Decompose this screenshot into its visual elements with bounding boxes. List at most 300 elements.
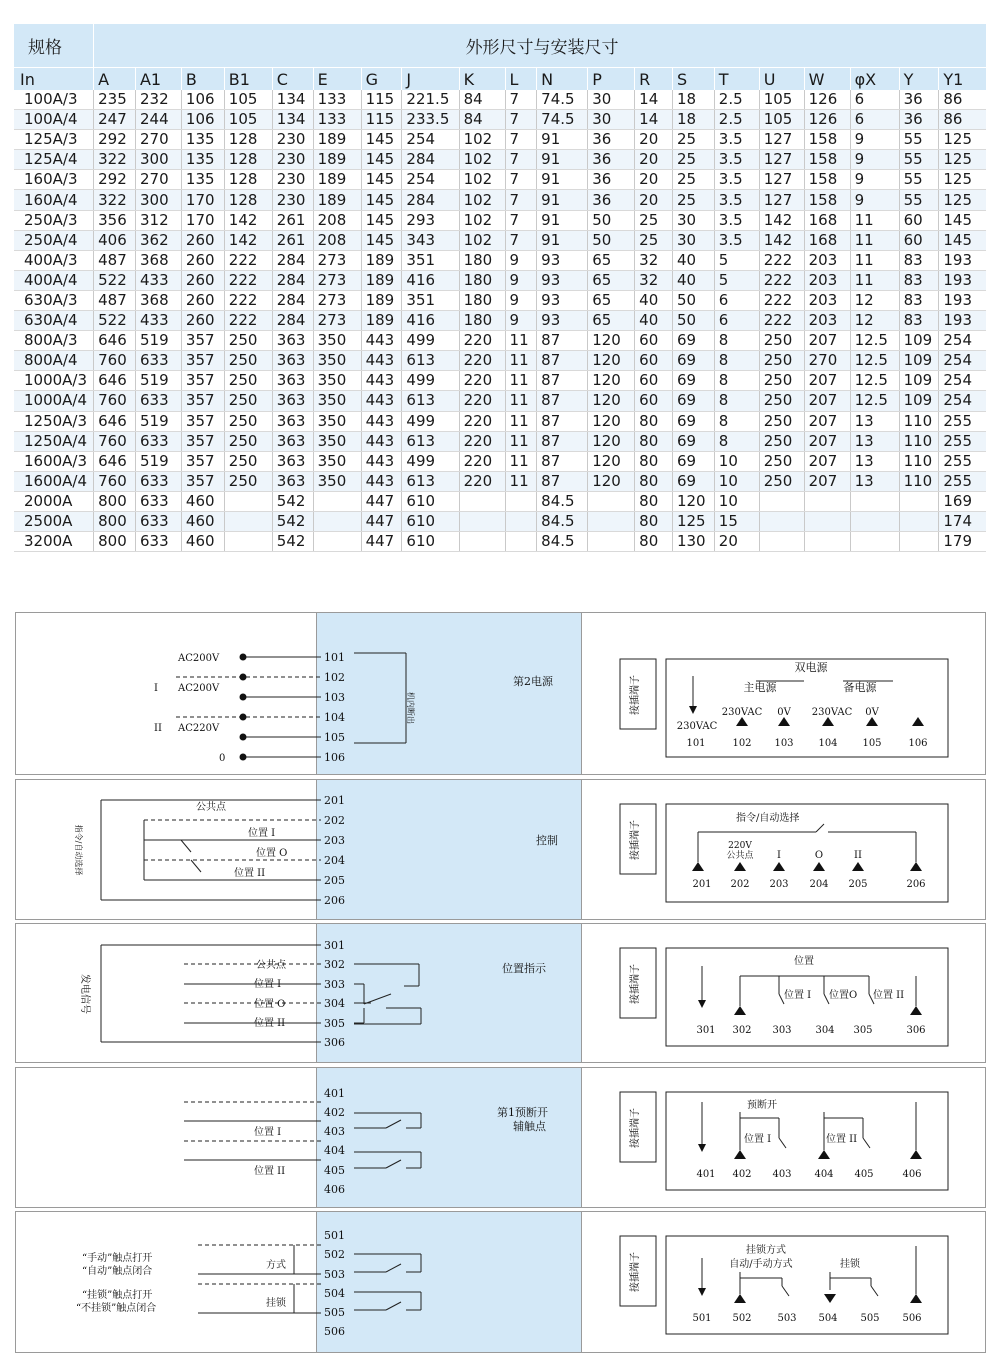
table-cell: 74.5 — [537, 90, 588, 110]
label-ac220v: AC220V — [178, 723, 220, 734]
table-cell: 126 — [804, 110, 850, 130]
column-header: L — [505, 68, 537, 91]
table-cell: 646 — [94, 411, 136, 431]
table-cell: 1250A/3 — [14, 411, 94, 431]
table-cell: 105 — [759, 110, 804, 130]
table-cell: 247 — [94, 110, 136, 130]
table-cell: 91 — [537, 130, 588, 150]
table-cell: 7 — [505, 130, 537, 150]
func-position: 位置指示 — [502, 962, 546, 975]
term-203: 203 — [769, 879, 789, 890]
table-cell: 6 — [850, 90, 899, 110]
table-cell: 55 — [899, 190, 939, 210]
table-cell: 207 — [804, 431, 850, 451]
pin-301: 301 — [324, 939, 345, 952]
table-cell: 32 — [635, 250, 673, 270]
pin-101: 101 — [324, 651, 345, 664]
table-cell: 91 — [537, 150, 588, 170]
table-cell: 13 — [850, 451, 899, 471]
table-cell: 343 — [402, 230, 459, 250]
table-cell: 613 — [402, 351, 459, 371]
table-cell: 284 — [272, 290, 313, 310]
table-cell: 273 — [313, 250, 361, 270]
table-cell: 433 — [135, 270, 181, 290]
table-cell: 250 — [759, 411, 804, 431]
table-cell: 207 — [804, 471, 850, 491]
table-cell: 91 — [537, 170, 588, 190]
func-pre-break-1: 第1预断开 — [497, 1106, 548, 1119]
table-cell: 357 — [181, 451, 224, 471]
table-cell: 322 — [94, 150, 136, 170]
pin-503: 503 — [324, 1268, 345, 1281]
column-header: U — [759, 68, 804, 91]
table-cell: 109 — [899, 331, 939, 351]
table-cell: 142 — [224, 210, 272, 230]
table-cell: 363 — [272, 411, 313, 431]
r-pos-ii-3: 位置 II — [873, 990, 905, 1001]
table-cell: 357 — [181, 331, 224, 351]
table-cell: 18 — [672, 90, 714, 110]
pos-i-4: 位置 I — [254, 1127, 282, 1138]
pos-o-3: 位置 O — [254, 999, 286, 1010]
table-cell: 127 — [759, 130, 804, 150]
table-cell: 8 — [714, 351, 759, 371]
r-pos-ii: II — [854, 850, 862, 861]
table-cell: 646 — [94, 451, 136, 471]
table-cell: 11 — [505, 411, 537, 431]
table-cell: 499 — [402, 411, 459, 431]
term-403: 403 — [772, 1169, 792, 1180]
term-102: 102 — [732, 738, 752, 749]
table-cell: 633 — [135, 471, 181, 491]
term-306: 306 — [906, 1025, 926, 1036]
table-cell: 487 — [94, 250, 136, 270]
table-cell: 254 — [402, 130, 459, 150]
table-cell: 406 — [94, 230, 136, 250]
table-cell: 416 — [402, 311, 459, 331]
v220: 220V — [728, 841, 752, 851]
table-cell: 220 — [459, 371, 505, 391]
table-cell: 36 — [899, 90, 939, 110]
table-cell: 250 — [759, 391, 804, 411]
table-cell: 250 — [224, 331, 272, 351]
position-title: 位置 — [794, 956, 814, 967]
pos-i-3: 位置 I — [254, 979, 282, 990]
table-cell: 3.5 — [714, 210, 759, 230]
table-cell: 255 — [939, 451, 986, 471]
table-cell: 250A/3 — [14, 210, 94, 230]
table-cell: 125A/3 — [14, 130, 94, 150]
table-cell: 158 — [804, 150, 850, 170]
term-303: 303 — [772, 1025, 792, 1036]
table-cell: 87 — [537, 451, 588, 471]
table-cell: 102 — [459, 210, 505, 230]
column-header: R — [635, 68, 673, 91]
table-cell: 284 — [272, 311, 313, 331]
table-row — [14, 130, 986, 150]
table-cell: 133 — [313, 110, 361, 130]
table-cell: 128 — [224, 190, 272, 210]
table-cell: 7 — [505, 190, 537, 210]
table-cell: 443 — [361, 451, 402, 471]
table-cell: 158 — [804, 130, 850, 150]
table-cell: 69 — [672, 431, 714, 451]
table-cell: 69 — [672, 451, 714, 471]
table-row — [14, 170, 986, 190]
table-cell: 12.5 — [850, 351, 899, 371]
table-cell: 633 — [135, 511, 181, 531]
pin-502: 502 — [324, 1248, 345, 1261]
table-cell: 86 — [939, 110, 986, 130]
table-cell: 25 — [672, 130, 714, 150]
table-cell — [313, 511, 361, 531]
term-406: 406 — [902, 1169, 922, 1180]
table-cell: 25 — [635, 210, 673, 230]
table-cell: 633 — [135, 391, 181, 411]
pin-105: 105 — [324, 731, 345, 744]
table-cell: 800A/4 — [14, 351, 94, 371]
table-cell: 630A/4 — [14, 311, 94, 331]
table-cell: 230 — [272, 190, 313, 210]
table-cell: 260 — [181, 270, 224, 290]
v0-a: 0V — [777, 707, 791, 718]
table-cell: 128 — [224, 130, 272, 150]
table-cell: 220 — [459, 351, 505, 371]
column-header: Y — [899, 68, 939, 91]
table-cell: 233.5 — [402, 110, 459, 130]
table-cell: 350 — [313, 451, 361, 471]
table-cell: 357 — [181, 351, 224, 371]
table-cell — [313, 491, 361, 511]
column-header: G — [361, 68, 402, 91]
table-cell: 443 — [361, 411, 402, 431]
table-cell: 127 — [759, 190, 804, 210]
table-cell: 633 — [135, 431, 181, 451]
mode-label: 方式 — [266, 1260, 286, 1271]
table-cell: 120 — [588, 471, 635, 491]
table-cell: 273 — [313, 270, 361, 290]
pin-304: 304 — [324, 997, 345, 1010]
table-cell: 3200A — [14, 532, 94, 552]
table-cell — [588, 491, 635, 511]
backup-power: 备电源 — [843, 681, 877, 694]
table-cell: 120 — [588, 331, 635, 351]
table-cell: 20 — [635, 150, 673, 170]
table-cell: 270 — [135, 170, 181, 190]
table-cell: 230 — [272, 150, 313, 170]
pin-305: 305 — [324, 1017, 345, 1030]
table-cell: 487 — [94, 290, 136, 310]
table-cell: 60 — [635, 371, 673, 391]
table-cell: 83 — [899, 290, 939, 310]
table-cell: 193 — [939, 270, 986, 290]
table-cell: 2000A — [14, 491, 94, 511]
table-title: 外形尺寸与安装尺寸 — [94, 24, 986, 68]
table-cell — [850, 511, 899, 531]
pin-405: 405 — [324, 1164, 345, 1177]
table-cell: 400A/3 — [14, 250, 94, 270]
table-cell: 20 — [635, 130, 673, 150]
table-cell: 133 — [313, 90, 361, 110]
table-cell: 220 — [459, 431, 505, 451]
table-cell: 11 — [505, 331, 537, 351]
table-cell: 40 — [672, 250, 714, 270]
common-point-3: 公共点 — [256, 960, 286, 971]
table-cell: 1000A/4 — [14, 391, 94, 411]
table-cell: 250 — [224, 371, 272, 391]
table-row — [14, 471, 986, 491]
table-cell: 11 — [850, 270, 899, 290]
table-cell: 203 — [804, 311, 850, 331]
table-cell: 20 — [635, 190, 673, 210]
table-cell: 250 — [224, 411, 272, 431]
pos-ii-4: 位置 II — [254, 1166, 286, 1177]
table-cell: 125 — [939, 130, 986, 150]
table-cell: 189 — [361, 270, 402, 290]
cmd-auto-select-vertical: 指令/自动选择 — [74, 824, 83, 876]
table-cell: 284 — [272, 270, 313, 290]
spec-label: 规格 — [14, 24, 94, 68]
table-cell: 6 — [850, 110, 899, 130]
table-cell: 250 — [224, 351, 272, 371]
r-pos-ii-4: 位置 II — [826, 1134, 858, 1145]
table-cell: 350 — [313, 431, 361, 451]
table-cell: 127 — [759, 150, 804, 170]
table-cell — [588, 511, 635, 531]
table-cell: 250 — [224, 451, 272, 471]
wiring-diagrams — [15, 612, 986, 1360]
table-cell: 9 — [850, 130, 899, 150]
pin-302: 302 — [324, 958, 345, 971]
column-header: N — [537, 68, 588, 91]
table-cell: 322 — [94, 190, 136, 210]
table-cell — [899, 491, 939, 511]
table-cell: 50 — [672, 290, 714, 310]
pin-504: 504 — [324, 1287, 345, 1300]
table-cell: 134 — [272, 110, 313, 130]
table-cell: 633 — [135, 351, 181, 371]
table-cell: 2.5 — [714, 90, 759, 110]
table-cell: 69 — [672, 411, 714, 431]
table-cell: 250 — [759, 371, 804, 391]
lock-label: 挂锁 — [266, 1298, 286, 1309]
table-cell: 128 — [224, 150, 272, 170]
table-cell: 250 — [759, 471, 804, 491]
table-cell: 362 — [135, 230, 181, 250]
table-cell: 519 — [135, 411, 181, 431]
table-cell: 203 — [804, 290, 850, 310]
table-cell: 11 — [505, 351, 537, 371]
table-cell: 174 — [939, 511, 986, 531]
table-cell: 250 — [759, 351, 804, 371]
table-cell: 106 — [181, 110, 224, 130]
table-cell: 443 — [361, 431, 402, 451]
table-row — [14, 150, 986, 170]
table-cell: 13 — [850, 471, 899, 491]
table-cell: 351 — [402, 250, 459, 270]
table-cell: 519 — [135, 451, 181, 471]
table-cell: 12.5 — [850, 391, 899, 411]
table-cell: 250 — [224, 391, 272, 411]
pin-402: 402 — [324, 1106, 345, 1119]
table-cell: 447 — [361, 532, 402, 552]
table-cell: 74.5 — [537, 110, 588, 130]
pin-206: 206 — [324, 894, 345, 907]
table-cell: 6 — [714, 311, 759, 331]
table-cell: 443 — [361, 371, 402, 391]
r-pos-i: I — [777, 850, 781, 861]
pin-406: 406 — [324, 1183, 345, 1196]
label-ac200v-b: AC200V — [178, 683, 220, 694]
table-cell: 170 — [181, 190, 224, 210]
table-row — [14, 331, 986, 351]
table-cell: 40 — [635, 290, 673, 310]
table-cell: 193 — [939, 290, 986, 310]
term-405: 405 — [854, 1169, 874, 1180]
table-cell: 40 — [672, 270, 714, 290]
table-cell: 270 — [135, 130, 181, 150]
table-row — [14, 311, 986, 331]
table-cell: 60 — [899, 230, 939, 250]
table-cell — [459, 532, 505, 552]
term-302: 302 — [732, 1025, 752, 1036]
table-cell: 110 — [899, 471, 939, 491]
v230-b: 230VAC — [811, 707, 853, 718]
term-301: 301 — [696, 1025, 716, 1036]
r-pos-i-3: 位置 I — [784, 990, 812, 1001]
table-cell: 610 — [402, 532, 459, 552]
common-point: 公共点 — [196, 802, 226, 813]
table-cell: 87 — [537, 331, 588, 351]
table-cell: 800 — [94, 532, 136, 552]
table-cell: 416 — [402, 270, 459, 290]
table-cell: 189 — [361, 290, 402, 310]
term-206: 206 — [906, 879, 926, 890]
label-ii: II — [154, 723, 162, 734]
table-cell: 800 — [94, 491, 136, 511]
table-cell: 220 — [459, 391, 505, 411]
table-cell: 261 — [272, 210, 313, 230]
table-cell: 180 — [459, 250, 505, 270]
table-cell: 3.5 — [714, 230, 759, 250]
v0-b: 0V — [865, 707, 879, 718]
table-cell: 357 — [181, 391, 224, 411]
table-cell: 145 — [939, 230, 986, 250]
term-505: 505 — [860, 1313, 880, 1324]
table-cell: 203 — [804, 270, 850, 290]
table-cell: 3.5 — [714, 130, 759, 150]
table-cell: 443 — [361, 471, 402, 491]
dual-power-title: 双电源 — [794, 661, 828, 674]
table-cell — [505, 491, 537, 511]
table-cell: 460 — [181, 532, 224, 552]
table-cell: 244 — [135, 110, 181, 130]
cmd-auto-select: 指令/自动选择 — [736, 813, 800, 824]
terminal-label-2: 接插端子 — [630, 820, 641, 860]
term-106: 106 — [908, 738, 928, 749]
table-cell — [759, 532, 804, 552]
term-304: 304 — [815, 1025, 835, 1036]
table-cell: 208 — [313, 230, 361, 250]
table-cell: 55 — [899, 170, 939, 190]
table-cell: 145 — [361, 230, 402, 250]
table-cell: 3.5 — [714, 170, 759, 190]
column-header: P — [588, 68, 635, 91]
table-cell: 207 — [804, 391, 850, 411]
table-cell: 220 — [459, 411, 505, 431]
table-cell: 69 — [672, 371, 714, 391]
column-header: J — [402, 68, 459, 91]
table-cell: 11 — [505, 451, 537, 471]
table-cell: 222 — [759, 311, 804, 331]
table-cell: 14 — [635, 90, 673, 110]
pin-501: 501 — [324, 1229, 345, 1242]
table-cell: 261 — [272, 230, 313, 250]
table-cell: 250 — [759, 431, 804, 451]
table-cell: 292 — [94, 130, 136, 150]
table-cell: 363 — [272, 471, 313, 491]
table-cell: 400A/4 — [14, 270, 94, 290]
block-power — [15, 612, 986, 775]
nolock-closed: “不挂锁”触点闭合 — [76, 1303, 157, 1314]
table-cell: 447 — [361, 511, 402, 531]
table-row — [14, 391, 986, 411]
table-cell: 5 — [714, 250, 759, 270]
table-cell: 65 — [588, 250, 635, 270]
table-cell: 93 — [537, 270, 588, 290]
lock-open: “挂锁”触点打开 — [82, 1290, 153, 1301]
term-305: 305 — [853, 1025, 873, 1036]
table-cell — [224, 532, 272, 552]
table-cell: 357 — [181, 411, 224, 431]
table-cell: 7 — [505, 170, 537, 190]
table-cell: 100A/3 — [14, 90, 94, 110]
block-padlock — [15, 1211, 986, 1353]
table-cell: 55 — [899, 130, 939, 150]
table-cell: 145 — [361, 150, 402, 170]
table-cell: 80 — [635, 491, 673, 511]
table-row — [14, 270, 986, 290]
table-row — [14, 250, 986, 270]
table-cell: 80 — [635, 411, 673, 431]
table-cell: 193 — [939, 311, 986, 331]
table-cell: 11 — [850, 210, 899, 230]
table-cell: 120 — [588, 411, 635, 431]
table-cell: 125 — [939, 150, 986, 170]
table-cell: 30 — [672, 230, 714, 250]
term-204: 204 — [809, 879, 829, 890]
term-401: 401 — [696, 1169, 716, 1180]
table-cell: 30 — [672, 210, 714, 230]
table-cell: 220 — [459, 451, 505, 471]
pin-204: 204 — [324, 854, 345, 867]
table-cell: 221.5 — [402, 90, 459, 110]
table-cell: 126 — [804, 90, 850, 110]
term-404: 404 — [814, 1169, 834, 1180]
table-cell: 232 — [135, 90, 181, 110]
table-cell: 36 — [588, 150, 635, 170]
table-cell: 180 — [459, 290, 505, 310]
pin-404: 404 — [324, 1144, 345, 1157]
table-cell: 65 — [588, 270, 635, 290]
table-cell: 9 — [505, 311, 537, 331]
table-cell: 102 — [459, 190, 505, 210]
table-cell: 499 — [402, 451, 459, 471]
table-cell: 8 — [714, 391, 759, 411]
table-cell: 633 — [135, 532, 181, 552]
table-cell: 84.5 — [537, 511, 588, 531]
table-row — [14, 110, 986, 130]
